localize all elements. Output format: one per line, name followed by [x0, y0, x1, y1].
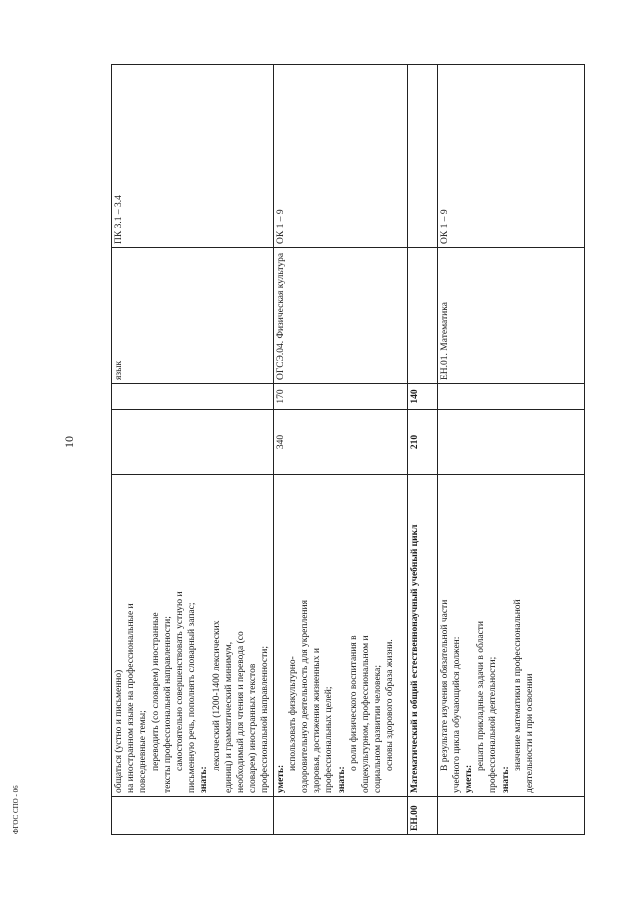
max-load-cell: [437, 410, 584, 475]
max-load-cell: [112, 410, 274, 475]
rotated-table-container: [111, 65, 585, 835]
text-line: деятельности и при освоении: [525, 673, 536, 793]
text-line: повседневные темы;: [138, 710, 149, 793]
discipline-cell: [407, 248, 437, 384]
table-row: [112, 65, 274, 835]
code-cell: ЕН.00: [407, 797, 437, 835]
text-line: уметь:: [464, 764, 475, 793]
text-line: переводить (со словарем) иностранные: [150, 612, 161, 771]
text-line: лексический (1200-1400 лексических: [211, 620, 222, 771]
description-cell: [273, 475, 407, 797]
text-line: здоровья, достижения жизненных и: [312, 648, 323, 793]
competences-cell: [407, 65, 437, 248]
footer-code: ФГОС СПО - 06: [12, 785, 20, 834]
max-load-cell: 340: [273, 410, 407, 475]
text-line: учебного цикла обучающийся должен:: [451, 636, 462, 793]
text-line: использовать физкультурно-: [287, 656, 298, 771]
text-line: профессиональной направленности;: [260, 646, 271, 793]
mandatory-cell: [112, 384, 274, 410]
discipline-cell: ОГСЭ.04. Физическая культура: [273, 248, 407, 384]
text-line: знать:: [199, 766, 210, 793]
code-cell: [112, 797, 274, 835]
text-line: на иностранном языке на профессиональные и: [126, 603, 137, 793]
code-cell: [437, 797, 584, 835]
text-line: единиц) и грамматический минимум,: [223, 641, 234, 793]
text-line: о роли физического воспитания в: [348, 635, 359, 771]
text-line: письменную речь, пополнять словарный запас;: [187, 602, 198, 793]
text-line: самостоятельно совершенствовать устную и: [175, 591, 186, 771]
text-line: общекультурном, профессиональном и: [361, 635, 372, 793]
description-cell: [437, 475, 584, 797]
discipline-cell: ЕН.01. Математика: [437, 248, 584, 384]
text-line: необходимый для чтения и перевода (со: [236, 631, 247, 793]
competences-cell: ОК 1 – 9: [273, 65, 407, 248]
text-line: знать:: [336, 766, 347, 793]
text-line: профессиональных целей;: [324, 686, 335, 793]
text-line: знать:: [500, 766, 511, 793]
text-line: В результате изучения обязательной части: [439, 599, 450, 771]
competences-cell: ОК 1 – 9: [437, 65, 584, 248]
text-line: словарем) иностранных текстов: [248, 663, 259, 793]
text-line: значение математики в профессиональной: [512, 599, 523, 771]
text-line: профессиональной деятельности;: [488, 656, 499, 793]
mandatory-cell: [437, 384, 584, 410]
text-line: уметь:: [275, 764, 286, 793]
section-title-cell: Математический и общий естественнонаучный учебный цикл: [407, 475, 437, 797]
description-cell: [112, 475, 274, 797]
table-row: [273, 65, 407, 835]
page-number: 10: [62, 436, 76, 448]
competences-cell: ПК 3.1 – 3.4: [112, 65, 274, 248]
code-cell: [273, 797, 407, 835]
text-line: общаться (устно и письменно): [114, 669, 124, 793]
discipline-cell: язык: [112, 248, 274, 384]
text-line: оздоровительную деятельность для укрепления: [300, 600, 311, 793]
max-load-cell: 210: [407, 410, 437, 475]
mandatory-cell: 140: [407, 384, 437, 410]
text-line: социальном развитии человека;: [373, 665, 384, 793]
mandatory-cell: 170: [273, 384, 407, 410]
text-line: основы здорового образа жизни.: [385, 639, 396, 771]
table-row: [437, 65, 584, 835]
table-row: [407, 65, 437, 835]
text-line: тексты профессиональной направленности;: [162, 616, 173, 793]
curriculum-table: [111, 64, 585, 835]
text-line: решать прикладные задачи в области: [476, 621, 487, 771]
